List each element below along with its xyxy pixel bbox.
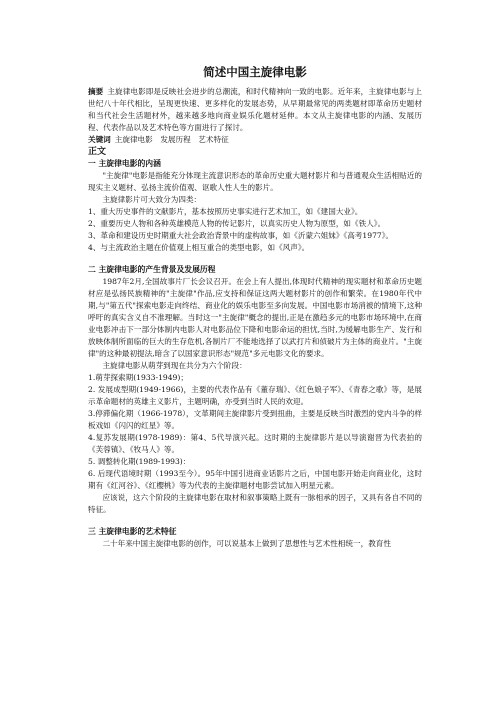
document-title: 简述中国主旋律电影 — [203, 65, 307, 79]
section-2-paragraph-1: 1987年2月,全国故事片厂长会议召开。在会上有人提出,体现时代精神的现实题材和革命历史题材应是弘扬民族精神的"主旋律"作品,应支持和保证这两大题材影片的创作和繁荣。在1980年代中期,与"第五代"探索电影走向终结、商业化的娱乐电影至多向发展。中国电影市场消被的情境下,这种呼吁的真实含义自不准理解。当时这一"主旋律"概念的提出,正是在激趋多元的电影市场环境中,在商业电影冲击下一部分体制内电影人对电影品位下降和电影命运的担忧,当时,为缓解电影生产、发行和放映体制所面临的巨大的生存危机,各制片厂不能地选择了以武打片和侦破片为主体的商业片。"主旋律"的这种最初提法,暗含了以国家意识形态"规范"多元电影文化的要求。 — [88, 277, 422, 358]
body-heading: 正文 — [88, 147, 107, 157]
section-2-list-item: 4.复苏发展期(1978-1989)：第4、5代导演兴起。这时期的主旋律影片是以导演谢晋为代表拍的《芙蓉镇》、《牧马人》等。 — [88, 433, 422, 454]
section-2-list-item: 6. 后现代语境时期（1993至今）。95年中国引进商业话影片之后，中国电影开始走向商业化，这时期有《红河谷》、《红樱桃》等为代表的主旋律题材电影尝试加入明星元素。 — [88, 469, 422, 490]
keywords — [88, 134, 422, 146]
section-2-paragraph-2: 主旋律电影从萌芽到现在共分为六个阶段： — [102, 361, 247, 370]
document-body — [88, 64, 422, 550]
section-1-heading: 一 主旋律电影的内涵 — [88, 159, 161, 168]
section-3-heading: 三 主旋律电影的艺术特征 — [88, 527, 177, 536]
section-1-list-item: 1、重大历史事件的文献影片，基本按照历史事实进行艺术加工，如《建国大业》。 — [88, 207, 363, 216]
section-1-paragraph-2: 主旋律影片可大致分为四类： — [102, 195, 202, 204]
section-1-paragraph-1: "主旋律"电影是指能充分体现主流意识形态的革命历史重大题材影片和与普通观众生活相贴近的现实主义题材、弘扬主流价值观、讴歌人性人生的影片。 — [88, 171, 422, 192]
section-1-list-item: 3、革命和建设历史时期重大社会政治背景中的虚构故事，如《沂蒙六姐妹》《高考1977》。 — [88, 231, 394, 240]
section-2-list-item: 1.萌芽探索期(1933-1949)； — [88, 373, 188, 382]
keywords-label: 关键词 — [88, 135, 111, 144]
section-2-list-item: 3.停滞偏化期（1966-1978），文革期间主旋律影片受到扭曲，主要是反映当时激烈的党内斗争的样板戏如《闪闪的红星》等。 — [88, 409, 422, 430]
section-3-paragraph-1: 二十年来中国主旋律电影的创作，可以说基本上做到了思想性与艺术性相统一，教育性 — [102, 539, 391, 548]
section-1-list-item: 4、与主流政治主题在价值观上相互重合的类型电影，如《风声》。 — [88, 243, 310, 252]
section-2-list-item: 2. 发展成型期(1949-1966)，主要的代表作品有《董存瑞》、《红色娘子军》、《青春之歌》等，是展示革命题材的英雄主义影片，主题明确，亦受到当时人民的欢迎。 — [88, 385, 422, 406]
section-2-paragraph-3: 应该说，这六个阶段的主旋律电影在取材和叙事策略上既有一脉相承的因子，又具有各自不同的特征。 — [88, 493, 422, 514]
abstract-label: 摘要 — [88, 87, 104, 96]
section-2-heading: 二 主旋律电影的产生背景及发展历程 — [88, 265, 216, 274]
section-1-list-item: 2、重要历史人物和各种英雄模范人物的传记影片，以真实历史人物为原型，如《铁人》。 — [88, 219, 386, 228]
abstract-text: 主旋律电影即是反映社会进步的总潮流，和时代精神向一致的电影。近年来，主旋律电影与上世纪八十年代相比，呈现更快速、更多样化的发展态势，从早期最常见的两类题材即革命历史题材和当代社会生活题材外，越来越多地向商业娱乐化题材延伸。本文从主旋律电影的内涵、发展历程、代表作品以及艺术特色等方面进行了探讨。 — [88, 87, 423, 132]
keywords-text: 主旋律电影 发展历程 艺术特征 — [114, 135, 229, 144]
section-2-list-item: 5. 调整转化期(1989-1993)： — [88, 457, 191, 466]
abstract — [88, 86, 422, 134]
